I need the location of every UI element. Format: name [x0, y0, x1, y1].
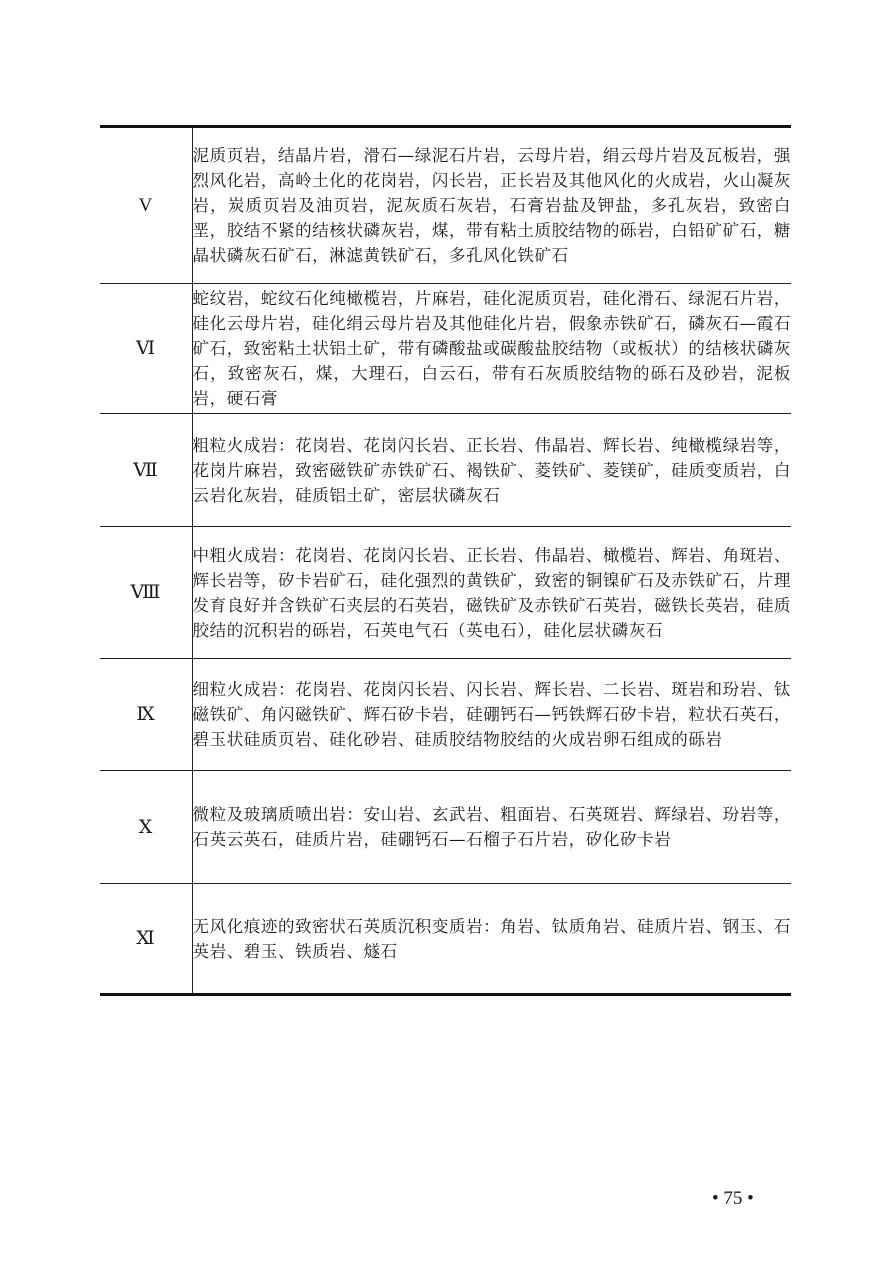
rock-classification-table: [100, 125, 791, 996]
grade-cell: V: [100, 127, 192, 284]
page-number: • 75 •: [712, 1188, 754, 1209]
grade-cell: Ⅺ: [100, 884, 192, 995]
description-cell: 微粒及玻璃质喷出岩：安山岩、玄武岩、粗面岩、石英斑岩、辉绿岩、玢岩等，石英云英石，硅质片岩，硅硼钙石—石榴子石片岩，矽化矽卡岩: [192, 771, 791, 884]
description-cell: 无风化痕迹的致密状石英质沉积变质岩：角岩、钛质角岩、硅质片岩、钢玉、石英岩、碧玉、铁质岩、燧石: [192, 884, 791, 995]
grade-cell: Ⅷ: [100, 527, 192, 659]
description-cell: 蛇纹岩，蛇纹石化纯橄榄岩，片麻岩，硅化泥质页岩，硅化滑石、绿泥石片岩，硅化云母片岩，硅化绢云母片岩及其他硅化片岩，假象赤铁矿石，磷灰石—霞石矿石，致密粘土状铝土矿，带有磷酸盐或碳酸盐胶结物（或板状）的结核状磷灰石，致密灰石，煤，大理石，白云石，带有石灰质胶结物的砾石及砂岩，泥板岩，硬石膏: [192, 284, 791, 414]
grade-cell: Ⅶ: [100, 414, 192, 527]
description-cell: 粗粒火成岩：花岗岩、花岗闪长岩、正长岩、伟晶岩、辉长岩、纯橄榄绿岩等，花岗片麻岩，致密磁铁矿赤铁矿石、褐铁矿、菱铁矿、菱镁矿，硅质变质岩，白云岩化灰岩，硅质铝土矿，密层状磷灰石: [192, 414, 791, 527]
table-row: [100, 659, 791, 771]
table-row: [100, 527, 791, 659]
grade-cell: Ⅹ: [100, 771, 192, 884]
description-cell: 中粗火成岩：花岗岩、花岗闪长岩、正长岩、伟晶岩、橄榄岩、辉岩、角斑岩、辉长岩等，矽卡岩矿石，硅化强烈的黄铁矿，致密的铜镍矿石及赤铁矿石，片理发育良好并含铁矿石夹层的石英岩，磁铁矿及赤铁矿石英岩，磁铁长英岩，硅质胶结的沉积岩的砾岩，石英电气石（英电石），硅化层状磷灰石: [192, 527, 791, 659]
table-row: [100, 414, 791, 527]
table-row: [100, 884, 791, 995]
rock-classification-table-wrapper: [100, 125, 791, 996]
table-row: [100, 284, 791, 414]
description-cell: 细粒火成岩：花岗岩、花岗闪长岩、闪长岩、辉长岩、二长岩、斑岩和玢岩、钛磁铁矿、角闪磁铁矿、辉石矽卡岩，硅硼钙石—钙铁辉石矽卡岩，粒状石英石，碧玉状硅质页岩、硅化砂岩、硅质胶结物胶结的火成岩卵石组成的砾岩: [192, 659, 791, 771]
description-cell: 泥质页岩，结晶片岩，滑石—绿泥石片岩，云母片岩，绢云母片岩及瓦板岩，强烈风化岩，高岭土化的花岗岩，闪长岩，正长岩及其他风化的火成岩，火山凝灰岩，炭质页岩及油页岩，泥灰质石灰岩，石膏岩盐及钾盐，多孔灰岩，致密白垩，胶结不紧的结核状磷灰岩，煤，带有粘土质胶结物的砾岩，白铅矿矿石，糖晶状磷灰石矿石，淋滤黄铁矿石，多孔风化铁矿石: [192, 127, 791, 284]
table-row: [100, 127, 791, 284]
grade-cell: Ⅸ: [100, 659, 192, 771]
table-row: [100, 771, 791, 884]
grade-cell: Ⅵ: [100, 284, 192, 414]
